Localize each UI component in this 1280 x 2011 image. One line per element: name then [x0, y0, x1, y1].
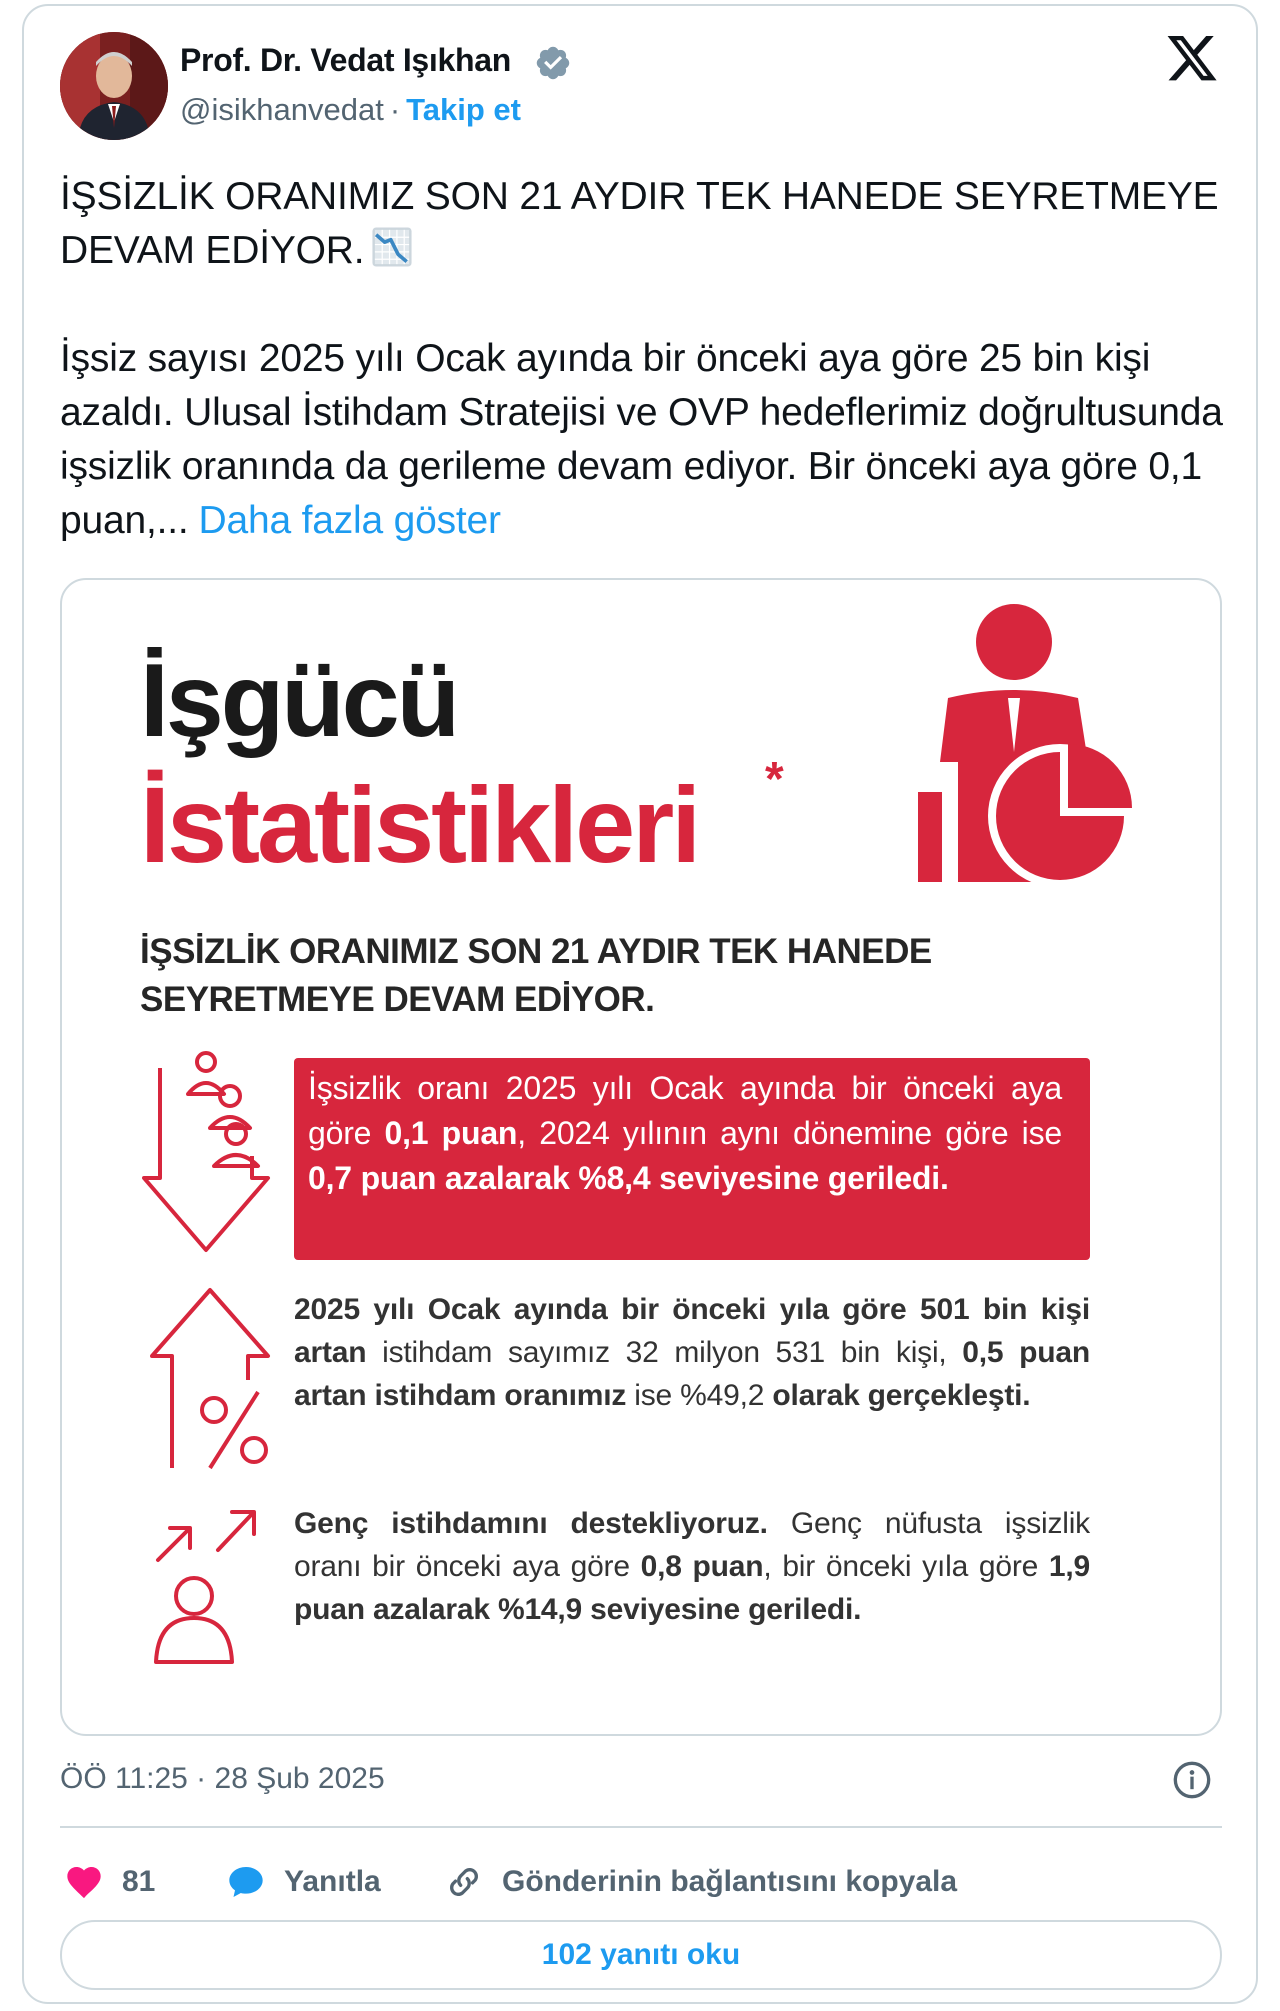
box1-text1: İşsizlik oranı 2025 yılı Ocak ayında bir önceki aya göre: [308, 1070, 1062, 1151]
box2-bold2: 0,5 puan artan istihdam oranımız: [294, 1336, 1090, 1412]
down-arrow-people-icon: [140, 1048, 272, 1258]
tweet-body: İşsiz sayısı 2025 yılı Ocak ayında bir önceki aya göre 25 bin kişi azaldı. Ulusal İstihdam Stratejisi ve OVP hedeflerimiz doğrultusunda işsizlik oranında da gerileme devam ediyor. Bir önceki aya göre 0,1 puan,...: [60, 337, 1223, 542]
follow-button[interactable]: Takip et: [406, 92, 521, 127]
employment-info-text: [294, 1288, 1090, 1417]
heart-icon: [64, 1862, 104, 1902]
info-icon[interactable]: [1172, 1760, 1212, 1800]
youth-arrows-icon: [148, 1506, 272, 1666]
show-more-link[interactable]: Daha fazla göster: [198, 499, 501, 542]
up-arrow-percent-icon: [148, 1284, 272, 1472]
box3-bold1: Genç istihdamını destekliyoruz.: [294, 1507, 768, 1540]
copy-link-button[interactable]: [444, 1852, 957, 1912]
box2-text2: ise %49,2: [626, 1379, 773, 1412]
unemployment-rate-box: [294, 1058, 1090, 1260]
infographic-title-line2: İstatistikleri: [140, 764, 699, 885]
link-icon: [444, 1862, 484, 1902]
box2-bold1: 2025 yılı Ocak ayında bir önceki yıla göre 501 bin kişi artan: [294, 1293, 1090, 1369]
tweet-paragraph-2: [60, 332, 1230, 548]
box3-bold3: 1,9 puan azalarak %14,9 seviyesine geriledi.: [294, 1550, 1090, 1626]
handle-row: [180, 92, 521, 128]
tweet-text: [60, 170, 1230, 548]
box1-text2: , 2024 yılının aynı dönemine göre ise: [517, 1115, 1062, 1151]
tweet-timestamp[interactable]: ÖÖ 11:25 · 28 Şub 2025: [60, 1762, 385, 1795]
box3-text1: Genç nüfusta işsizlik oranı bir önceki aya göre: [294, 1507, 1090, 1583]
worker-chart-icon: [918, 602, 1140, 892]
avatar[interactable]: [60, 32, 168, 140]
reply-bubble-icon: [226, 1862, 266, 1902]
box1-bold1: 0,1 puan: [384, 1115, 518, 1151]
footer-divider: [60, 1826, 1222, 1828]
infographic-title-line1: İşgücü: [140, 643, 458, 759]
youth-employment-text: [294, 1502, 1090, 1631]
tweet-media-image[interactable]: [60, 578, 1222, 1736]
chart-decreasing-emoji-icon: [370, 225, 414, 269]
copy-link-label: Gönderinin bağlantısını kopyala: [502, 1865, 958, 1898]
box3-text2: , bir önceki yıla göre: [763, 1550, 1049, 1583]
author-name[interactable]: Prof. Dr. Vedat Işıkhan: [180, 42, 511, 78]
tweet-headline: İŞSİZLİK ORANIMIZ SON 21 AYDIR TEK HANEDE SEYRETMEYE DEVAM EDİYOR.: [60, 175, 1219, 272]
avatar-portrait: [60, 32, 168, 140]
x-logo-icon[interactable]: [1164, 36, 1220, 86]
infographic-headline: İŞSİZLİK ORANIMIZ SON 21 AYDIR TEK HANEDE SEYRETMEYE DEVAM EDİYOR.: [140, 932, 932, 1019]
action-bar: [60, 1852, 1160, 1912]
like-button[interactable]: [64, 1852, 155, 1912]
box1-bold2: 0,7 puan azalarak %8,4 seviyesine geriledi.: [308, 1160, 949, 1196]
like-count: 81: [122, 1865, 156, 1898]
box2-bold3: olarak gerçekleşti.: [772, 1379, 1031, 1412]
reply-button[interactable]: [226, 1852, 381, 1912]
separator-dot: ·: [389, 92, 401, 127]
box3-bold2: 0,8 puan: [640, 1550, 764, 1583]
read-replies-button[interactable]: 102 yanıtı oku: [60, 1920, 1222, 1990]
reply-label: Yanıtla: [284, 1865, 381, 1898]
verified-badge-icon: [534, 44, 572, 82]
unemployment-rate-text: [308, 1066, 1062, 1201]
infographic-asterisk: *: [765, 753, 784, 806]
box2-text1: istihdam sayımız 32 milyon 531 bin kişi,: [366, 1336, 963, 1369]
author-handle[interactable]: @isikhanvedat: [180, 92, 384, 127]
tweet-paragraph-1: [60, 170, 1230, 278]
